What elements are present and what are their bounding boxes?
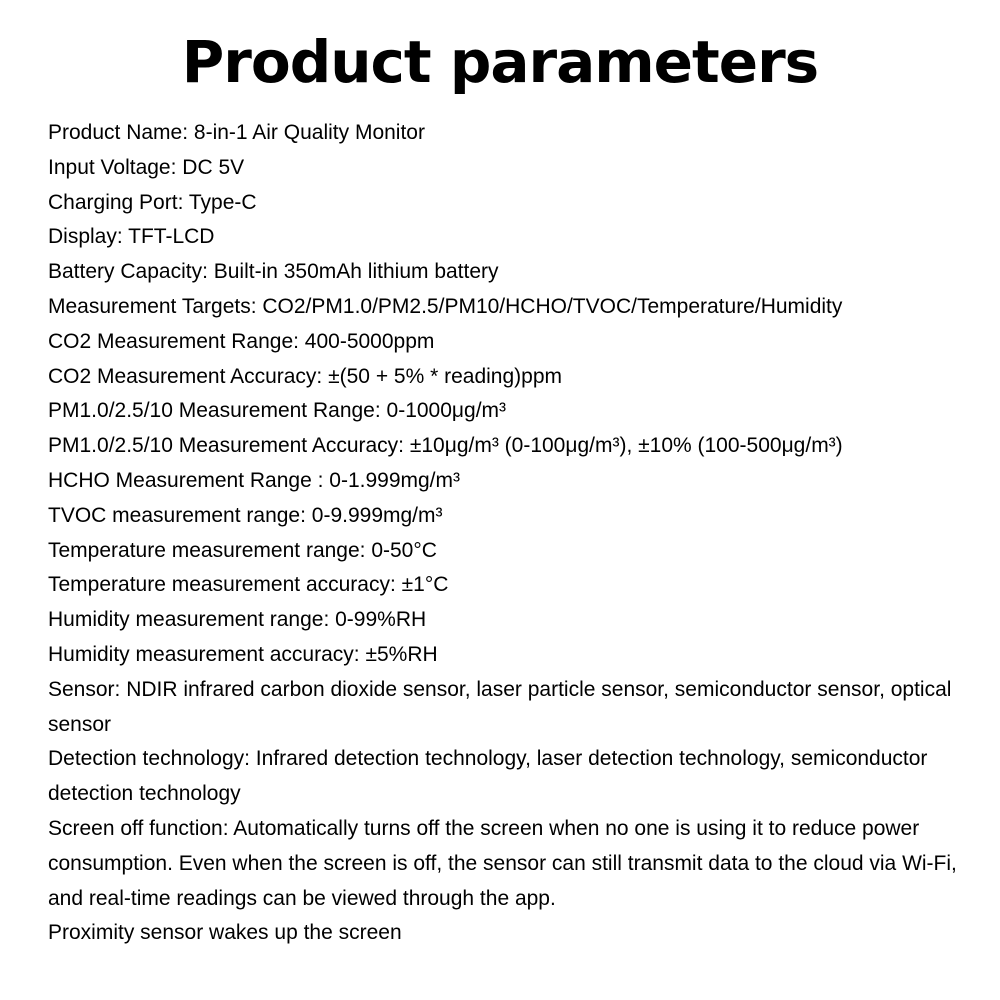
param-measurement-targets: Measurement Targets: CO2/PM1.0/PM2.5/PM10/HCHO/TVOC/Temperature/Humidity	[48, 294, 843, 318]
param-tvoc-range: TVOC measurement range: 0-9.999mg/m³	[48, 503, 443, 527]
param-input-voltage: Input Voltage: DC 5V	[48, 155, 245, 179]
param-proximity-sensor: Proximity sensor wakes up the screen	[48, 921, 402, 945]
param-detection-technology: Detection technology: Infrared detection technology, laser detection technology, semiconductor detection technology	[48, 747, 928, 806]
param-charging-port: Charging Port: Type-C	[48, 190, 257, 214]
param-temperature-accuracy: Temperature measurement accuracy: ±1°C	[48, 573, 449, 597]
param-co2-accuracy: CO2 Measurement Accuracy: ±(50 + 5% * reading)ppm	[48, 364, 563, 388]
param-hcho-range: HCHO Measurement Range : 0-1.999mg/m³	[48, 468, 460, 492]
param-battery-capacity: Battery Capacity: Built-in 350mAh lithium battery	[48, 260, 499, 284]
page-title: Product parameters	[181, 28, 819, 96]
param-sensor: Sensor: NDIR infrared carbon dioxide sensor, laser particle sensor, semiconductor sensor, optical sensor	[48, 677, 952, 736]
parameter-list	[48, 116, 978, 951]
param-co2-range: CO2 Measurement Range: 400-5000ppm	[48, 329, 435, 353]
param-pm-accuracy: PM1.0/2.5/10 Measurement Accuracy: ±10μg/m³ (0-100μg/m³), ±10% (100-500μg/m³)	[48, 434, 843, 458]
param-temperature-range: Temperature measurement range: 0-50°C	[48, 538, 437, 562]
param-pm-range: PM1.0/2.5/10 Measurement Range: 0-1000μg/m³	[48, 399, 507, 423]
param-screen-off-function: Screen off function: Automatically turns off the screen when no one is using it to reduce power consumption. Even when the screen is off, the sensor can still transmit data to the cloud via Wi-Fi, and real-time readings can be viewed through the app.	[48, 816, 957, 910]
param-product-name: Product Name: 8-in-1 Air Quality Monitor	[48, 121, 425, 144]
param-humidity-range: Humidity measurement range: 0-99%RH	[48, 608, 427, 632]
param-display: Display: TFT-LCD	[48, 225, 215, 249]
param-humidity-accuracy: Humidity measurement accuracy: ±5%RH	[48, 642, 438, 666]
